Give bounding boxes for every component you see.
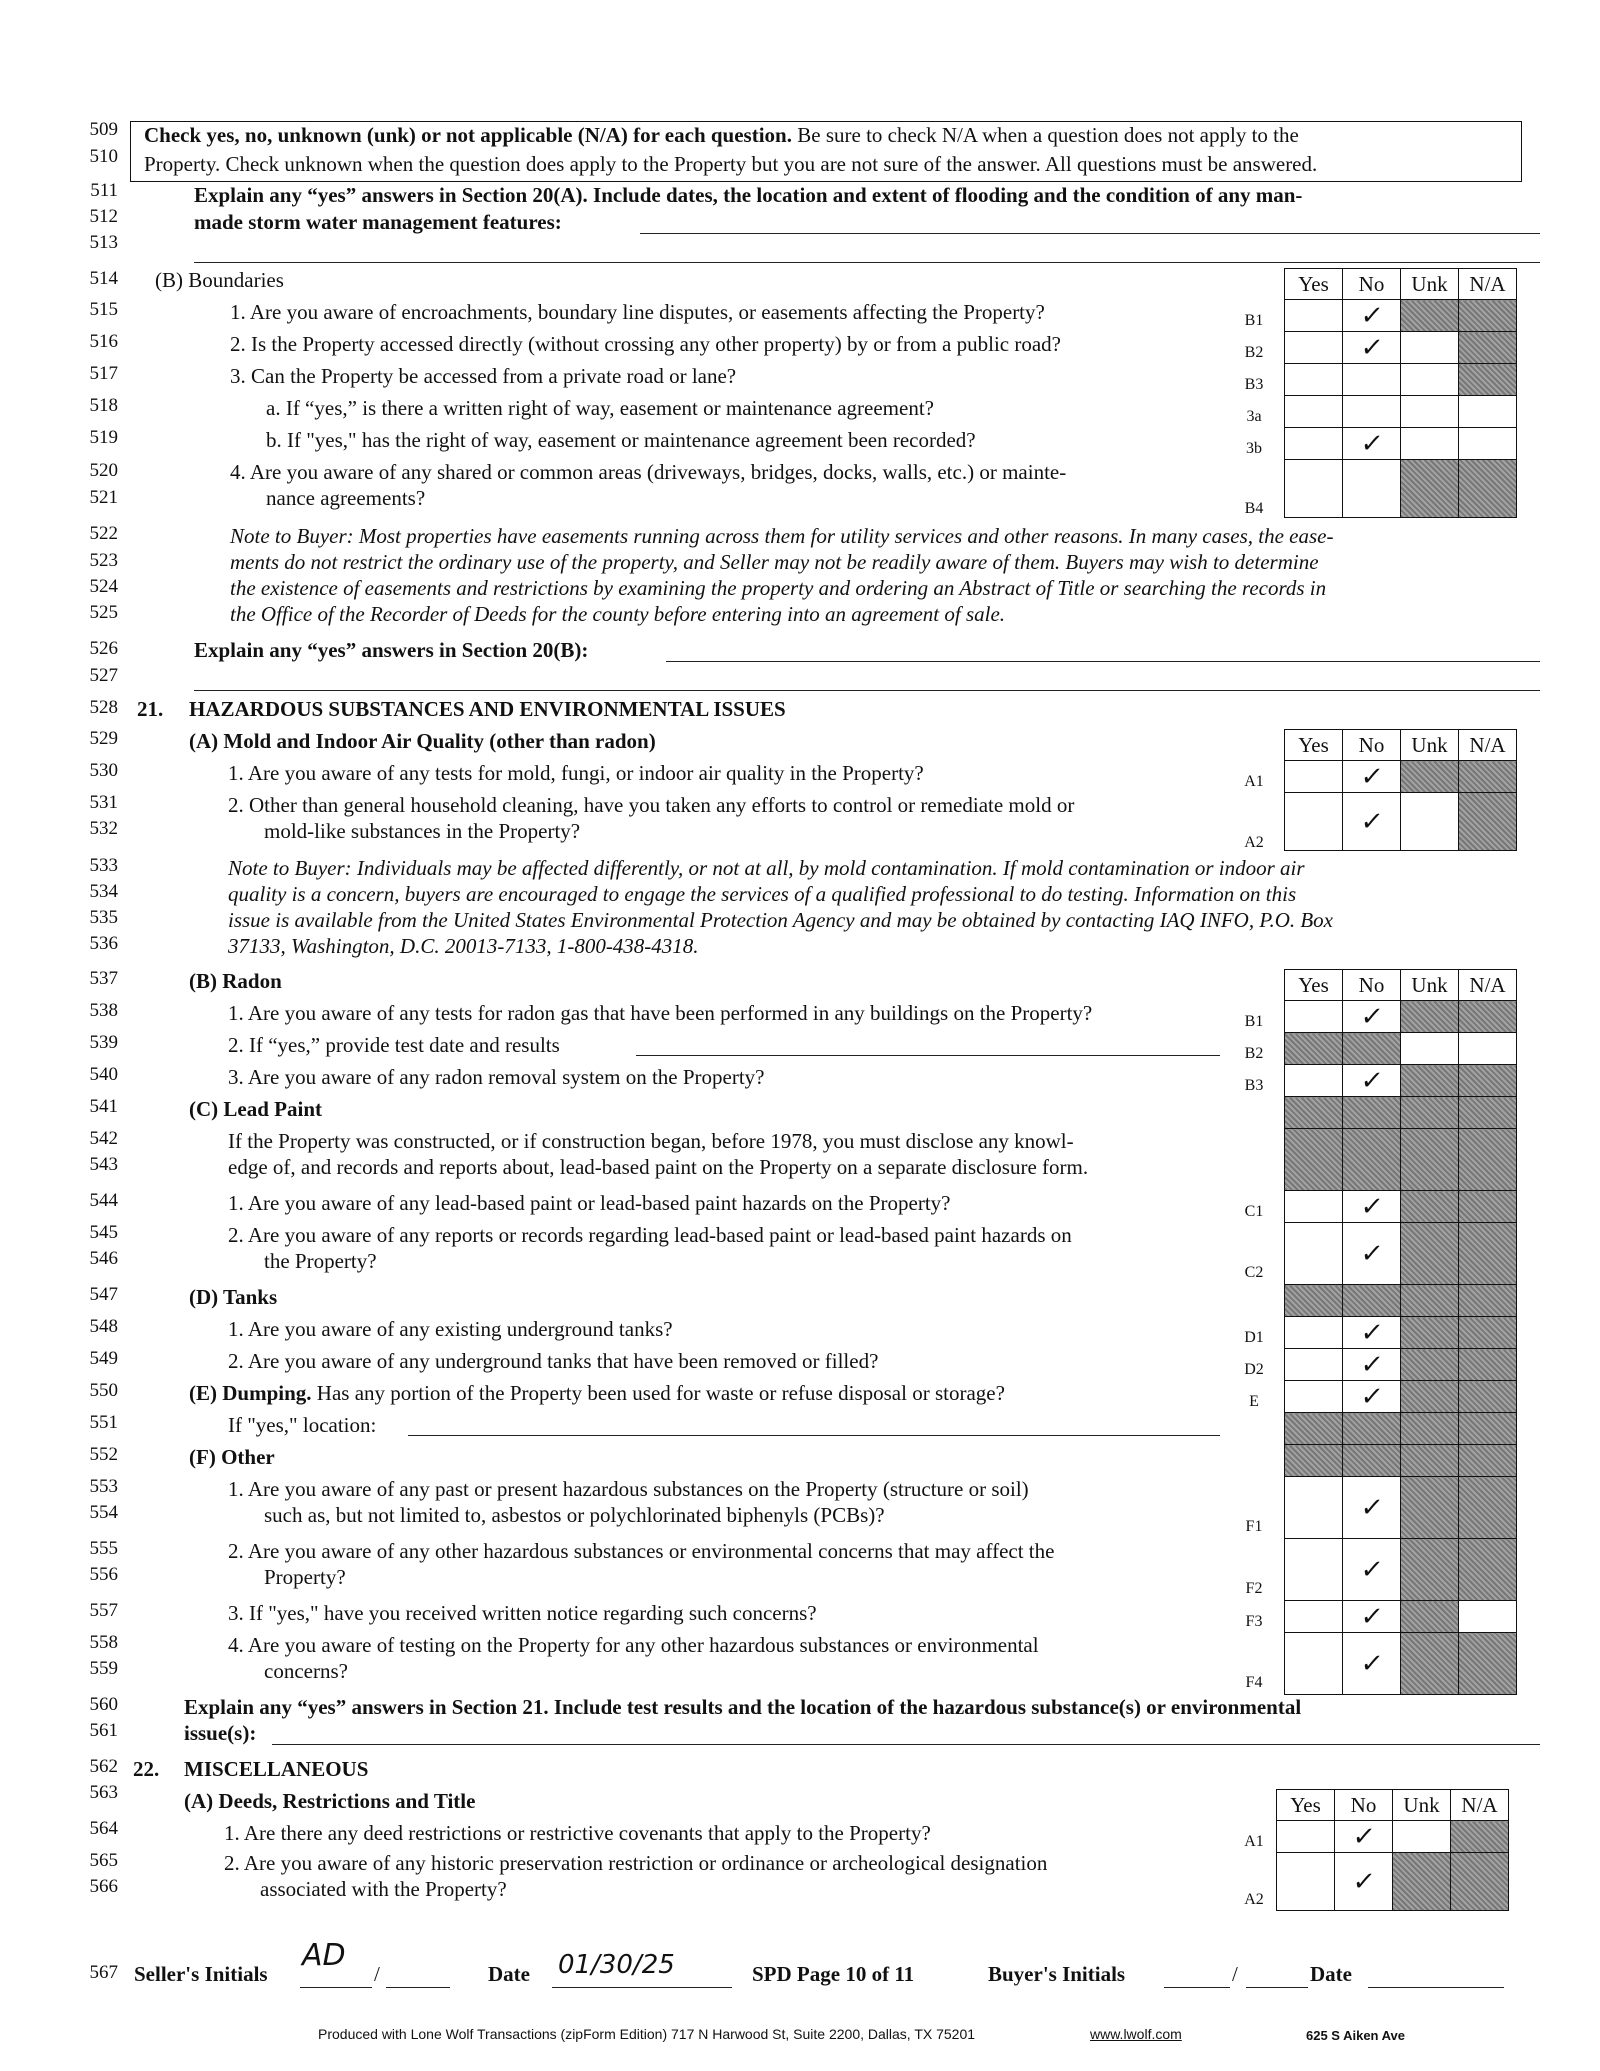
buyer-initials-field-1[interactable] xyxy=(1164,1987,1230,1988)
s21c-intro-line-1: If the Property was constructed, or if construction began, before 1978, you must disclose any knowl- xyxy=(228,1129,1074,1153)
s21a-q1: 1. Are you aware of any tests for mold, fungi, or indoor air quality in the Property? xyxy=(228,761,924,785)
produced-with-text: Produced with Lone Wolf Transactions (zipForm Edition) 717 N Harwood St, Suite 2200, Dallas, TX 75201 xyxy=(318,2026,976,2042)
buyer-initials-label: Buyer's Initials xyxy=(988,1962,1126,1986)
s21b-q2: 2. If “yes,” provide test date and results xyxy=(228,1033,560,1057)
instruction-line-1: Check yes, no, unknown (unk) or not applicable (N/A) for each question. Be sure to check N/A when a question does not apply to the xyxy=(144,123,1299,147)
header-unk: Unk xyxy=(1401,269,1459,300)
s20b-q3b: b. If "yes," has the right of way, easement or maintenance agreement been recorded? xyxy=(266,428,976,452)
radon-b1-na xyxy=(1459,1001,1517,1033)
radon-b2-na[interactable] xyxy=(1459,1033,1517,1065)
s22a-q2-line-1: 2. Are you aware of any historic preservation restriction or ordinance or archeological designation xyxy=(224,1851,1048,1875)
line-number: 539 xyxy=(89,1032,118,1053)
s20b-explain-blank[interactable] xyxy=(666,661,1540,662)
s21a-note-line-2: quality is a concern, buyers are encouraged to engage the services of a qualified professional to do testing. Information on this xyxy=(228,882,1297,906)
line-number: 558 xyxy=(89,1632,118,1653)
s21f-q3: 3. If "yes," have you received written notice regarding such concerns? xyxy=(228,1601,817,1625)
deed-a1-na xyxy=(1451,1821,1509,1853)
check-mark: ✓ xyxy=(1358,806,1385,837)
line-number: 553 xyxy=(89,1476,118,1497)
a1-na xyxy=(1459,761,1517,793)
a2-yes[interactable] xyxy=(1285,793,1343,851)
line-number: 520 xyxy=(89,460,118,481)
s21a-q2-line-1: 2. Other than general household cleaning, have you taken any efforts to control or remediate mold or xyxy=(228,793,1075,817)
line-number: 521 xyxy=(89,487,118,508)
s20b-note-line-1: Note to Buyer: Most properties have easements running across them for utility services and other reasons. In many cases, the ease- xyxy=(230,524,1334,548)
code-a2: A2 xyxy=(1244,1891,1264,1908)
check-mark: ✓ xyxy=(1358,1554,1385,1585)
buyer-date-field[interactable] xyxy=(1368,1987,1504,1988)
c2-yes[interactable] xyxy=(1285,1223,1343,1285)
line-number: 516 xyxy=(89,331,118,352)
check-mark: ✓ xyxy=(1358,1001,1385,1032)
a1-unk xyxy=(1401,761,1459,793)
s20b-q3a: a. If “yes,” is there a written right of way, easement or maintenance agreement? xyxy=(266,396,934,420)
check-mark: ✓ xyxy=(1358,1238,1385,1269)
line-number: 530 xyxy=(89,760,118,781)
line-number: 544 xyxy=(89,1190,118,1211)
s21d-q2: 2. Are you aware of any underground tanks that have been removed or filled? xyxy=(228,1349,879,1373)
s21b-title: (B) Radon xyxy=(189,969,282,993)
line-number: 529 xyxy=(89,728,118,749)
header-yes: Yes xyxy=(1285,730,1343,761)
code-f3: F3 xyxy=(1245,1613,1263,1630)
line-number: 550 xyxy=(89,1380,118,1401)
code-a1: A1 xyxy=(1244,773,1264,790)
f4-na xyxy=(1459,1633,1517,1695)
check-mark: ✓ xyxy=(1358,1381,1385,1412)
a2-unk[interactable] xyxy=(1401,793,1459,851)
s20b-answer-grid xyxy=(1284,268,1517,518)
e-yes[interactable] xyxy=(1285,1381,1343,1413)
check-mark: ✓ xyxy=(1358,1648,1385,1679)
s21a-q2-line-2: mold-like substances in the Property? xyxy=(264,819,581,843)
header-yes: Yes xyxy=(1285,269,1343,300)
s21-number: 21. xyxy=(137,697,164,721)
3a-unk[interactable] xyxy=(1401,396,1459,428)
s20b-note-line-2: ments do not restrict the ordinary use of the property, and Seller may not be readily aware of them. Buyers may wish to determine xyxy=(230,550,1319,574)
s21f-q4-line-1: 4. Are you aware of testing on the Property for any other hazardous substances or environmental xyxy=(228,1633,1039,1657)
s21c-intro-line-2: edge of, and records and reports about, lead-based paint on the Property on a separate disclosure form. xyxy=(228,1155,1089,1179)
line-number: 518 xyxy=(89,395,118,416)
deed-a2-na xyxy=(1451,1853,1509,1911)
line-number: 512 xyxy=(89,206,118,227)
b2-no[interactable] xyxy=(1343,332,1401,364)
s20a-explain-line-2: made storm water management features: xyxy=(194,210,562,234)
c1-no[interactable] xyxy=(1343,1191,1401,1223)
f3-no[interactable] xyxy=(1343,1601,1401,1633)
f2-unk xyxy=(1401,1539,1459,1601)
code-b3: B3 xyxy=(1244,1077,1264,1094)
seller-initials-label: Seller's Initials xyxy=(134,1962,268,1986)
line-number: 514 xyxy=(89,268,118,289)
buyer-initials-field-2[interactable] xyxy=(1246,1987,1308,1988)
line-number: 528 xyxy=(89,697,118,718)
radon-b1-unk xyxy=(1401,1001,1459,1033)
s20b-title: (B) Boundaries xyxy=(155,268,284,292)
line-number: 538 xyxy=(89,1000,118,1021)
line-number: 554 xyxy=(89,1502,118,1523)
line-number: 565 xyxy=(89,1850,118,1871)
line-number: 561 xyxy=(89,1720,118,1741)
f2-yes[interactable] xyxy=(1285,1539,1343,1601)
line-number: 519 xyxy=(89,427,118,448)
b4-na xyxy=(1459,460,1517,518)
code-b1: B1 xyxy=(1244,312,1264,329)
lwolf-link[interactable]: www.lwolf.com xyxy=(1090,2026,1182,2042)
s21d-q1: 1. Are you aware of any existing underground tanks? xyxy=(228,1317,673,1341)
deed-a1-unk[interactable] xyxy=(1393,1821,1451,1853)
s21-explain-blank[interactable] xyxy=(272,1744,1540,1745)
s22-title: MISCELLANEOUS xyxy=(184,1757,369,1781)
s22a-q1: 1. Are there any deed restrictions or restrictive covenants that apply to the Property? xyxy=(224,1821,931,1845)
b4-unk xyxy=(1401,460,1459,518)
s21f-q2-line-2: Property? xyxy=(264,1565,346,1589)
f3-na[interactable] xyxy=(1459,1601,1517,1633)
s21f-q2-line-1: 2. Are you aware of any other hazardous substances or environmental concerns that may affect the xyxy=(228,1539,1055,1563)
radon-b1-yes[interactable] xyxy=(1285,1001,1343,1033)
radon-b2-unk[interactable] xyxy=(1401,1033,1459,1065)
header-unk: Unk xyxy=(1401,970,1459,1001)
code-b1: B1 xyxy=(1244,1013,1264,1030)
line-number: 548 xyxy=(89,1316,118,1337)
f4-unk xyxy=(1401,1633,1459,1695)
s22-number: 22. xyxy=(133,1757,160,1781)
b1-na xyxy=(1459,300,1517,332)
f1-unk xyxy=(1401,1477,1459,1539)
f4-no[interactable] xyxy=(1343,1633,1401,1695)
s20b-q1: 1. Are you aware of encroachments, boundary line disputes, or easements affecting the Property? xyxy=(230,300,1045,324)
seller-initials-field-1[interactable] xyxy=(300,1987,372,1988)
line-number: 532 xyxy=(89,818,118,839)
code-c2: C2 xyxy=(1244,1264,1264,1281)
line-number: 560 xyxy=(89,1694,118,1715)
line-number: 527 xyxy=(89,665,118,686)
line-number: 564 xyxy=(89,1818,118,1839)
page-number: SPD Page 10 of 11 xyxy=(752,1962,915,1986)
s22a-q2-line-2: associated with the Property? xyxy=(260,1877,507,1901)
code-d1: D1 xyxy=(1244,1329,1264,1346)
line-number: 549 xyxy=(89,1348,118,1369)
radon-b2-yes xyxy=(1285,1033,1343,1065)
a2-na xyxy=(1459,793,1517,851)
f4-yes[interactable] xyxy=(1285,1633,1343,1695)
code-e: E xyxy=(1249,1393,1259,1410)
property-address: 625 S Aiken Ave xyxy=(1306,2028,1405,2043)
f1-yes[interactable] xyxy=(1285,1477,1343,1539)
s20b-note-line-3: the existence of easements and restrictions by examining the property and ordering an Abstract of Title or searching the records in xyxy=(230,576,1327,600)
line-number: 523 xyxy=(89,550,118,571)
line-number: 534 xyxy=(89,881,118,902)
deed-a1-yes[interactable] xyxy=(1277,1821,1335,1853)
s21-title: HAZARDOUS SUBSTANCES AND ENVIRONMENTAL ISSUES xyxy=(189,697,786,721)
s21f-q1-line-2: such as, but not limited to, asbestos or polychlorinated biphenyls (PCBs)? xyxy=(264,1503,885,1527)
f1-no[interactable] xyxy=(1343,1477,1401,1539)
c1-unk xyxy=(1401,1191,1459,1223)
code-b3: B3 xyxy=(1244,376,1264,393)
s20b-q2: 2. Is the Property accessed directly (without crossing any other property) by or from a public road? xyxy=(230,332,1061,356)
line-number: 536 xyxy=(89,933,118,954)
d1-no[interactable] xyxy=(1343,1317,1401,1349)
c2-no[interactable] xyxy=(1343,1223,1401,1285)
code-a1: A1 xyxy=(1244,1833,1264,1850)
s20b-q4-line-1: 4. Are you aware of any shared or common areas (driveways, bridges, docks, walls, etc.) or mainte- xyxy=(230,460,1067,484)
d1-yes[interactable] xyxy=(1285,1317,1343,1349)
check-mark: ✓ xyxy=(1358,1191,1385,1222)
radon-b3-unk xyxy=(1401,1065,1459,1097)
line-number: 556 xyxy=(89,1564,118,1585)
b3-no[interactable] xyxy=(1343,364,1401,396)
header-unk: Unk xyxy=(1401,730,1459,761)
s21b-q1: 1. Are you aware of any tests for radon gas that have been performed in any buildings on the Property? xyxy=(228,1001,1093,1025)
header-unk: Unk xyxy=(1393,1790,1451,1821)
b2-yes[interactable] xyxy=(1285,332,1343,364)
c2-na xyxy=(1459,1223,1517,1285)
s22a-title: (A) Deeds, Restrictions and Title xyxy=(184,1789,476,1813)
line-number: 513 xyxy=(89,232,118,253)
s21e-location: If "yes," location: xyxy=(228,1413,377,1437)
radon-b3-no[interactable] xyxy=(1343,1065,1401,1097)
radon-b3-yes[interactable] xyxy=(1285,1065,1343,1097)
code-3a: 3a xyxy=(1246,408,1262,425)
3a-na[interactable] xyxy=(1459,396,1517,428)
e-no[interactable] xyxy=(1343,1381,1401,1413)
line-number: 545 xyxy=(89,1222,118,1243)
b4-no[interactable] xyxy=(1343,460,1401,518)
3a-yes[interactable] xyxy=(1285,396,1343,428)
s21b-q3: 3. Are you aware of any radon removal system on the Property? xyxy=(228,1065,765,1089)
header-na: N/A xyxy=(1459,970,1517,1001)
line-number: 517 xyxy=(89,363,118,384)
c1-yes[interactable] xyxy=(1285,1191,1343,1223)
header-no: No xyxy=(1343,730,1401,761)
s20b-q4-line-2: nance agreements? xyxy=(266,486,426,510)
check-mark: ✓ xyxy=(1350,1821,1377,1852)
s21f-q4-line-2: concerns? xyxy=(264,1659,348,1683)
s21d-title: (D) Tanks xyxy=(189,1285,278,1309)
deed-a2-unk xyxy=(1393,1853,1451,1911)
d2-yes[interactable] xyxy=(1285,1349,1343,1381)
line-number: 547 xyxy=(89,1284,118,1305)
s21a-note-line-3: issue is available from the United States Environmental Protection Agency and may be obtained by contacting IAQ INFO, P.O. Box xyxy=(228,908,1334,932)
3b-na[interactable] xyxy=(1459,428,1517,460)
header-na: N/A xyxy=(1459,269,1517,300)
code-b4: B4 xyxy=(1244,500,1264,517)
3b-yes[interactable] xyxy=(1285,428,1343,460)
code-c1: C1 xyxy=(1244,1203,1264,1220)
b1-yes[interactable] xyxy=(1285,300,1343,332)
line-number: 509 xyxy=(89,119,118,140)
header-no: No xyxy=(1335,1790,1393,1821)
3b-unk[interactable] xyxy=(1401,428,1459,460)
line-number: 555 xyxy=(89,1538,118,1559)
line-number: 510 xyxy=(89,146,118,167)
check-mark: ✓ xyxy=(1358,761,1385,792)
line-number: 546 xyxy=(89,1248,118,1269)
s21c-title: (C) Lead Paint xyxy=(189,1097,322,1121)
b2-na xyxy=(1459,332,1517,364)
d2-unk xyxy=(1401,1349,1459,1381)
line-number: 557 xyxy=(89,1600,118,1621)
line-number: 541 xyxy=(89,1096,118,1117)
line-number: 511 xyxy=(90,180,118,201)
buyer-initials-slash: / xyxy=(1232,1962,1238,1986)
seller-initials-slash: / xyxy=(374,1962,380,1986)
radon-b2-no xyxy=(1343,1033,1401,1065)
s21a-note-line-1: Note to Buyer: Individuals may be affected differently, or not at all, by mold contamination. If mold contamination or indoor air xyxy=(228,856,1305,880)
3b-no[interactable] xyxy=(1343,428,1401,460)
f1-na xyxy=(1459,1477,1517,1539)
f3-yes[interactable] xyxy=(1285,1601,1343,1633)
buyer-date-label: Date xyxy=(1310,1962,1352,1986)
date-field[interactable] xyxy=(552,1987,732,1988)
check-mark: ✓ xyxy=(1358,1349,1385,1380)
instruction-line-2: Property. Check unknown when the question does apply to the Property but you are not sure of the answer. All questions must be answered. xyxy=(144,152,1318,176)
s21b-q2-blank[interactable] xyxy=(636,1055,1220,1056)
line-number: 542 xyxy=(89,1128,118,1149)
b2-unk[interactable] xyxy=(1401,332,1459,364)
code-b2: B2 xyxy=(1244,1045,1264,1062)
s20a-explain-line-1: Explain any “yes” answers in Section 20(A). Include dates, the location and extent of flooding and the condition of any man- xyxy=(194,183,1303,207)
code-f1: F1 xyxy=(1245,1518,1263,1535)
s20b-note-line-4: the Office of the Recorder of Deeds for the county before entering into an agreement of sale. xyxy=(230,602,1006,626)
b3-na xyxy=(1459,364,1517,396)
check-mark: ✓ xyxy=(1358,300,1385,331)
header-yes: Yes xyxy=(1277,1790,1335,1821)
s21-answer-grid xyxy=(1284,969,1517,1695)
c2-unk xyxy=(1401,1223,1459,1285)
s21-explain-line-1: Explain any “yes” answers in Section 21. Include test results and the location of the hazardous substance(s) or environmental xyxy=(184,1695,1302,1719)
a1-no[interactable] xyxy=(1343,761,1401,793)
f2-na xyxy=(1459,1539,1517,1601)
line-number: 524 xyxy=(89,576,118,597)
deed-a1-no[interactable] xyxy=(1335,1821,1393,1853)
s20a-explain-blank-2[interactable] xyxy=(194,262,1540,263)
check-mark: ✓ xyxy=(1350,1866,1377,1897)
b4-yes[interactable] xyxy=(1285,460,1343,518)
check-mark: ✓ xyxy=(1358,1317,1385,1348)
radon-b1-no[interactable] xyxy=(1343,1001,1401,1033)
s21e-question: (E) Dumping. Has any portion of the Property been used for waste or refuse disposal or storage? xyxy=(189,1381,1005,1405)
s21c-q1: 1. Are you aware of any lead-based paint or lead-based paint hazards on the Property? xyxy=(228,1191,951,1215)
line-number: 522 xyxy=(89,523,118,544)
deed-a2-yes[interactable] xyxy=(1277,1853,1335,1911)
line-number: 566 xyxy=(89,1876,118,1897)
line-number: 562 xyxy=(89,1756,118,1777)
line-number: 533 xyxy=(89,855,118,876)
line-number: 559 xyxy=(89,1658,118,1679)
header-no: No xyxy=(1343,970,1401,1001)
s20a-explain-blank[interactable] xyxy=(640,233,1540,234)
line-number: 526 xyxy=(89,638,118,659)
s21a-note-line-4: 37133, Washington, D.C. 20013-7133, 1-800-438-4318. xyxy=(228,934,699,958)
line-number: 531 xyxy=(89,792,118,813)
f2-no[interactable] xyxy=(1343,1539,1401,1601)
s21a-title: (A) Mold and Indoor Air Quality (other than radon) xyxy=(189,729,656,753)
deed-a2-no[interactable] xyxy=(1335,1853,1393,1911)
e-unk xyxy=(1401,1381,1459,1413)
check-mark: ✓ xyxy=(1358,1601,1385,1632)
check-mark: ✓ xyxy=(1358,1492,1385,1523)
header-na: N/A xyxy=(1459,730,1517,761)
line-number: 567 xyxy=(89,1962,118,1983)
d1-na xyxy=(1459,1317,1517,1349)
s20b-explain: Explain any “yes” answers in Section 20(B): xyxy=(194,638,589,662)
a1-yes[interactable] xyxy=(1285,761,1343,793)
line-number: 525 xyxy=(89,602,118,623)
line-number: 540 xyxy=(89,1064,118,1085)
s20b-explain-blank-2[interactable] xyxy=(194,690,1540,691)
a2-no[interactable] xyxy=(1343,793,1401,851)
s21c-q2-line-2: the Property? xyxy=(264,1249,377,1273)
code-f4: F4 xyxy=(1245,1674,1263,1691)
b1-no[interactable] xyxy=(1343,300,1401,332)
date-value[interactable]: 01/30/25 xyxy=(558,1950,675,1980)
s21a-answer-grid xyxy=(1284,729,1517,851)
code-f2: F2 xyxy=(1245,1580,1263,1597)
code-a2: A2 xyxy=(1244,834,1264,851)
b3-yes[interactable] xyxy=(1285,364,1343,396)
seller-initials-field-2[interactable] xyxy=(386,1987,450,1988)
f3-unk xyxy=(1401,1601,1459,1633)
e-na xyxy=(1459,1381,1517,1413)
s21e-location-blank[interactable] xyxy=(408,1435,1220,1436)
header-na: N/A xyxy=(1451,1790,1509,1821)
b3-unk[interactable] xyxy=(1401,364,1459,396)
header-yes: Yes xyxy=(1285,970,1343,1001)
s21f-q1-line-1: 1. Are you aware of any past or present hazardous substances on the Property (structure or soil) xyxy=(228,1477,1029,1501)
s21c-q2-line-1: 2. Are you aware of any reports or records regarding lead-based paint or lead-based paint hazards on xyxy=(228,1223,1072,1247)
header-no: No xyxy=(1343,269,1401,300)
line-number: 551 xyxy=(89,1412,118,1433)
s21f-title: (F) Other xyxy=(189,1445,275,1469)
radon-b3-na xyxy=(1459,1065,1517,1097)
s22a-answer-grid xyxy=(1276,1789,1509,1911)
c1-na xyxy=(1459,1191,1517,1223)
s20b-q3: 3. Can the Property be accessed from a private road or lane? xyxy=(230,364,737,388)
line-number: 515 xyxy=(89,299,118,320)
date-label: Date xyxy=(488,1962,530,1986)
code-b2: B2 xyxy=(1244,344,1264,361)
check-mark: ✓ xyxy=(1358,332,1385,363)
s21-explain-line-2: issue(s): xyxy=(184,1721,257,1745)
seller-initials-signature[interactable]: AD xyxy=(302,1938,346,1973)
check-mark: ✓ xyxy=(1358,428,1385,459)
d2-na xyxy=(1459,1349,1517,1381)
line-number: 537 xyxy=(89,968,118,989)
b1-unk xyxy=(1401,300,1459,332)
line-number: 563 xyxy=(89,1782,118,1803)
code-d2: D2 xyxy=(1244,1361,1264,1378)
code-3b: 3b xyxy=(1246,440,1262,457)
3a-no[interactable] xyxy=(1343,396,1401,428)
line-number: 552 xyxy=(89,1444,118,1465)
check-mark: ✓ xyxy=(1358,1065,1385,1096)
d1-unk xyxy=(1401,1317,1459,1349)
line-number: 535 xyxy=(89,907,118,928)
line-number: 543 xyxy=(89,1154,118,1175)
d2-no[interactable] xyxy=(1343,1349,1401,1381)
